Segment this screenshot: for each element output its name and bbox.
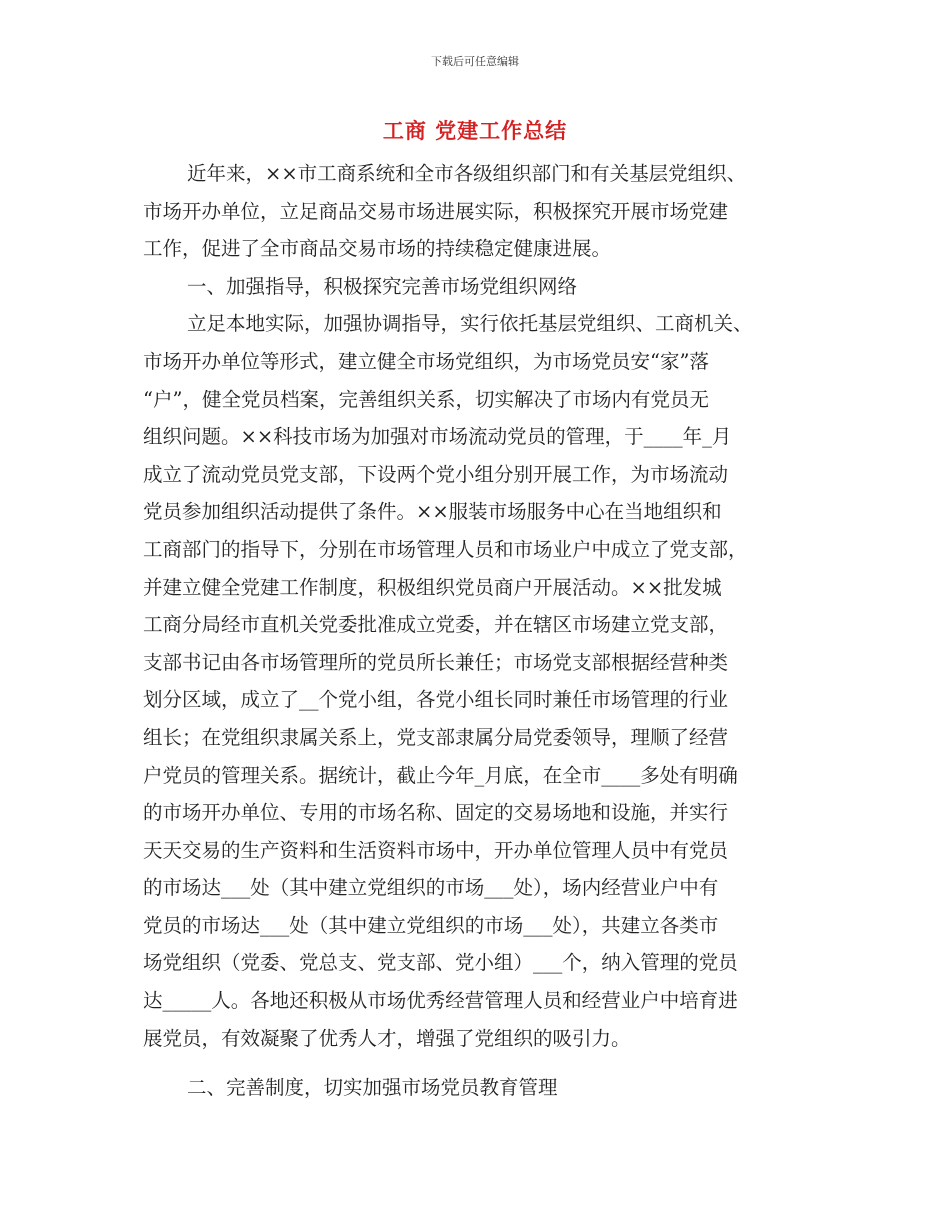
section-1-line: 达_____人。各地还积极从市场优秀经营管理人员和经营业户中培育进 [143, 989, 738, 1013]
section-1-line: 天天交易的生产资料和生活资料市场中，开办单位管理人员中有党员 [143, 838, 729, 862]
section-1-line: 的市场开办单位、专用的市场名称、固定的交易场地和设施，并实行 [143, 801, 729, 825]
section-1-line: 支部书记由各市场管理所的党员所长兼任；市场党支部根据经营种类 [143, 650, 729, 674]
section-1-line: 党员参加组织活动提供了条件。××服装市场服务中心在当地组织和 [143, 500, 722, 524]
section-1-line: 市场开办单位等形式，建立健全市场党组织，为市场党员安“家”落 [143, 349, 709, 373]
section-1-line: 组织问题。××科技市场为加强对市场流动党员的管理，于____年_月 [143, 425, 732, 449]
section-1-line: 工商部门的指导下，分别在市场管理人员和市场业户中成立了党支部， [143, 537, 748, 561]
intro-line: 市场开办单位，立足商品交易市场进展实际，积极探究开展市场党建 [143, 199, 729, 223]
intro-line: 工作，促进了全市商品交易市场的持续稳定健康进展。 [143, 237, 612, 261]
section-1-line: 展党员，有效凝聚了优秀人才，增强了党组织的吸引力。 [143, 1026, 631, 1050]
section-1-line: 工商分局经市直机关党委批准成立党委，并在辖区市场建立党支部， [143, 613, 729, 637]
document-title: 工商 党建工作总结 [382, 118, 568, 143]
intro-line: 近年来，××市工商系统和全市各级组织部门和有关基层党组织、 [187, 162, 747, 185]
section-1-line: 成立了流动党员党支部，下设两个党小组分别开展工作，为市场流动 [143, 462, 729, 486]
section-1-line: 并建立健全党建工作制度，积极组织党员商户开展活动。××批发城 [143, 575, 722, 599]
section-1-line: 立足本地实际，加强协调指导，实行依托基层党组织、工商机关、 [187, 312, 753, 336]
section-1-line: 的市场达___处（其中建立党组织的市场___处），场内经营业户中有 [143, 876, 719, 900]
section-1-line: 户党员的管理关系。据统计，截止今年_月底，在全市____多处有明确 [143, 763, 738, 787]
document-body [143, 155, 807, 1107]
section-1-heading: 一、加强指导，积极探究完善市场党组织网络 [187, 274, 578, 298]
section-1-line: 场党组织（党委、党总支、党支部、党小组）___个，纳入管理的党员 [143, 951, 738, 975]
section-1-line: 组长；在党组织隶属关系上，党支部隶属分局党委领导，理顺了经营 [143, 725, 729, 749]
section-1-line: 党员的市场达___处（其中建立党组织的市场___处），共建立各类市 [143, 913, 719, 937]
header-note: 下载后可任意编辑 [431, 55, 519, 68]
section-1-line: 划分区域，成立了__个党小组，各党小组长同时兼任市场管理的行业 [143, 688, 729, 712]
section-2-heading: 二、完善制度，切实加强市场党员教育管理 [187, 1076, 558, 1100]
section-1-line: “户”，健全党员档案，完善组织关系，切实解决了市场内有党员无 [143, 387, 709, 411]
